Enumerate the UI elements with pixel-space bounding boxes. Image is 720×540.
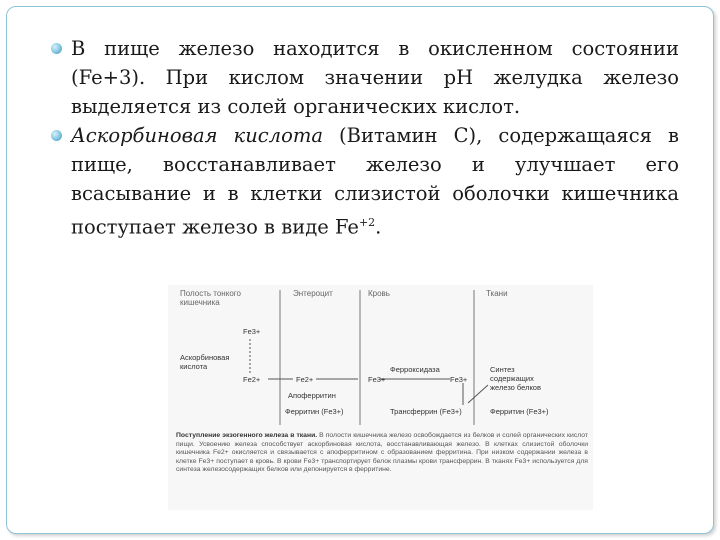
label-ferritin-tissue: Ферритин (Fe3+) xyxy=(490,407,549,416)
header-tissues: Ткани xyxy=(486,289,508,298)
label-fe3-top: Fe3+ xyxy=(243,327,261,336)
label-ferritin-cell: Ферритин (Fe3+) xyxy=(285,407,344,416)
label-fe3-tissue: Fe3+ xyxy=(450,375,468,384)
label-fe2-lumen: Fe2+ xyxy=(243,375,261,384)
iron-absorption-figure xyxy=(168,285,593,510)
bullet-2-italic-term: Аскорбиновая кислота xyxy=(71,124,323,147)
header-lumen: Полость тонкого кишечника xyxy=(180,289,241,307)
label-ascorbic: Аскорбиновая кислота xyxy=(180,353,230,371)
bullet-2-text: (Витамин C), содержащаяся в пище, восстанавливает железо и улучшает его всасывание и в клетки слизистой оболочки кишечника поступает железо в виде Fe xyxy=(71,124,679,239)
caption-title: Поступление экзогенного железа в ткани. xyxy=(176,432,318,439)
label-fe3-blood: Fe3+ xyxy=(368,375,386,384)
bullet-item-2 xyxy=(47,121,679,242)
bullet-dot-icon xyxy=(51,130,62,141)
bullet-item-1 xyxy=(47,34,679,121)
label-apoferritin: Апоферритин xyxy=(288,391,336,400)
tissue-arrow xyxy=(468,385,488,403)
caption-body: В полости кишечника железо освобождается из белков и солей органических кислот пищи. Усвоению железа способствует аскорбиновая кислота, восстанавливающая железо. В клетках слизистой оболочки кишечника Fe2+ окисляется и связывается с апоферритином с образованием ферритина. При низком содержании железа в клетке Fe3+ поступает в кровь. В крови Fe3+ транспортирует белок плазмы крови трансферрин. В тканях Fe3+ используется для синтеза железосодержащих белков или депонируется в ферритине. xyxy=(176,432,588,474)
label-transferrin: Трансферрин (Fe3+) xyxy=(390,407,462,416)
diagram-lines xyxy=(168,285,593,510)
header-blood: Кровь xyxy=(368,289,390,298)
bullet-dot-icon xyxy=(51,43,62,54)
label-synthesis: Синтез содержащих железо белков xyxy=(490,365,541,392)
bullet-2-end: . xyxy=(375,215,382,239)
bullet-2-superscript: +2 xyxy=(358,216,376,229)
header-enterocyte: Энтероцит xyxy=(293,289,333,298)
label-fe2-cell: Fe2+ xyxy=(296,375,314,384)
figure-caption xyxy=(176,432,588,475)
label-ferroxidase: Ферроксидаза xyxy=(390,365,440,374)
bullet-list xyxy=(47,34,679,242)
bullet-1-text: В пище железо находится в окисленном состоянии (Fe+3). При кислом значении pH желудка железо выделяется из солей органических кислот. xyxy=(71,37,679,118)
